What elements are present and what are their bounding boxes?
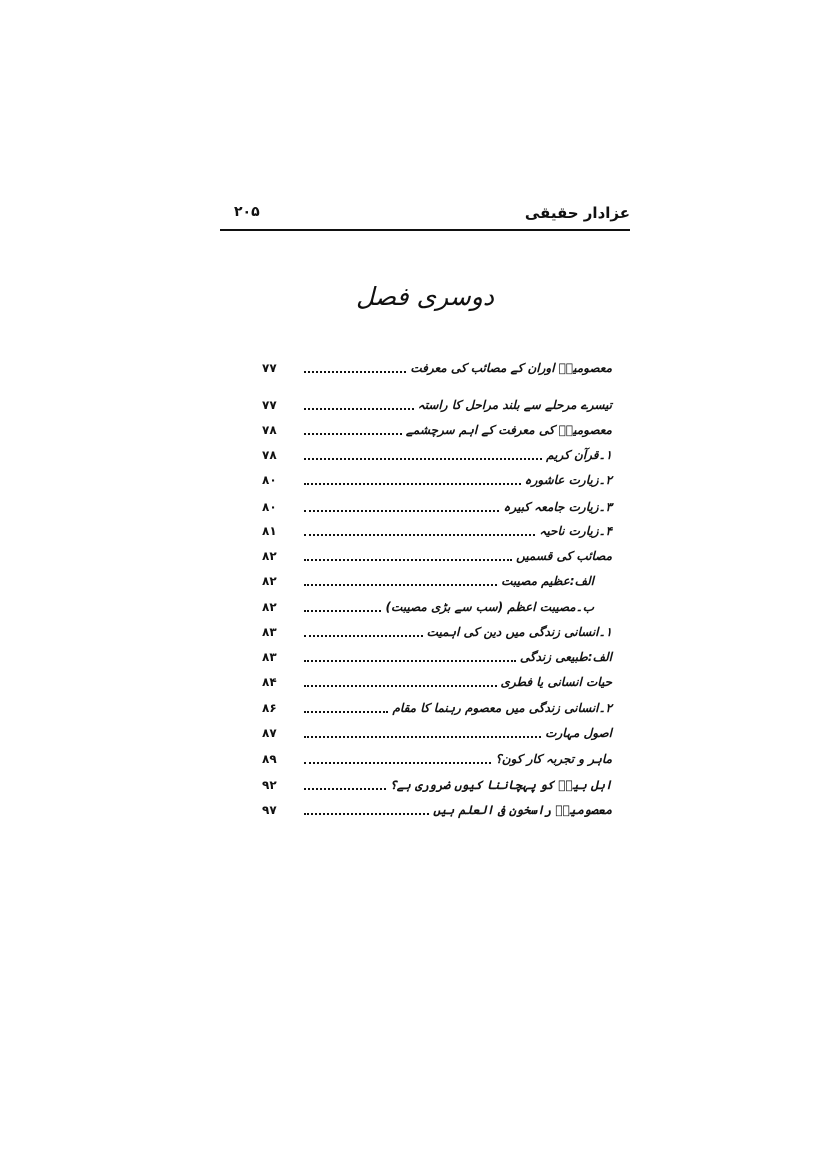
toc-entry [262,747,612,771]
toc-leader-dots [304,559,512,561]
toc-entry-page: ۸۹ [262,752,277,766]
toc-leader-dots [304,584,497,586]
toc-entry [262,519,612,543]
toc-entry-page: ۸۲ [262,600,277,614]
toc-entry [262,773,612,797]
book-title: عزادار حقیقی [524,204,630,222]
toc-leader-dots [304,458,542,460]
toc-entry-page: ۸۶ [262,701,277,715]
toc-entry-page: ۷۸ [262,448,277,462]
toc-leader-dots [304,371,406,373]
toc-entry [262,595,612,619]
toc-leader-dots [304,610,381,612]
toc-entry-page: ۸۲ [262,549,277,563]
running-header [220,200,630,228]
toc-leader-dots [304,685,497,687]
toc-entry [262,418,612,442]
toc-entry [262,696,612,720]
toc-entry-title: ۴۔زیارت ناحیہ [539,524,612,538]
toc-entry-page: ۹۷ [262,803,277,817]
toc-entry-page: ۸۰ [262,500,277,514]
toc-entry-title: ۱۔انسانی زندگی میں دین کی اہمیت [426,625,612,639]
toc-entry-title: تیسرے مرحلے سے بلند مراحل کا راستہ [417,398,612,412]
toc-entry [262,443,612,467]
toc-entry-page: ۷۸ [262,423,277,437]
toc-entry-title: حیات انسانی یا فطری [500,675,612,689]
toc-entry-page: ۸۷ [262,726,277,740]
toc-leader-dots [304,635,423,637]
toc-entry [262,721,612,745]
toc-leader-dots [304,711,388,713]
toc-entry-page: ۷۷ [262,361,277,375]
toc-entry-title: ۲۔زیارت عاشورہ [524,473,612,487]
toc-entry [262,670,612,694]
toc-entry-title: معصومینؑ راسخون فی العلم ہیں [433,803,612,817]
toc-leader-dots [304,510,499,512]
toc-entry-title: الف:طبیعی زندگی [519,650,612,664]
toc-leader-dots [304,813,429,815]
toc-entry [262,798,612,822]
toc-leader-dots [304,762,491,764]
toc-entry-title: اہل بیتؑ کو پہچاننا کیوں ضروری ہے؟ [389,778,612,792]
toc-entry-title: ب۔مصیبت اعظم (سب سے بڑی مصیبت) [385,600,594,614]
toc-entry-page: ۸۰ [262,473,277,487]
header-rule [220,229,630,231]
toc-leader-dots [304,534,535,536]
toc-entry-title: الف:عظیم مصیبت [501,574,594,588]
toc-entry-title: ۱۔قرآن کریم [546,448,612,462]
toc-leader-dots [304,788,386,790]
toc-entry [262,356,612,380]
toc-entry-title: معصومینؑ کی معرفت کے اہم سرچشمے [405,423,612,437]
toc-entry-page: ۸۳ [262,650,277,664]
toc-entry-page: ۸۴ [262,675,277,689]
toc-entry-title: ۳۔زیارت جامعہ کبیرہ [503,500,612,514]
toc-leader-dots [304,483,521,485]
toc-entry-title: ماہر و تجربہ کار کون؟ [495,752,612,766]
toc-entry [262,495,612,519]
toc-leader-dots [304,433,402,435]
toc-entry-page: ۸۳ [262,625,277,639]
toc-entry [262,569,612,593]
toc-leader-dots [304,736,541,738]
toc-entry [262,468,612,492]
toc-entry-title: مصائب کی قسمیں [516,549,612,563]
page-number: ۲۰۵ [234,204,260,220]
toc-entry-title: ۲۔انسانی زندگی میں معصوم رہنما کا مقام [392,701,612,715]
toc-entry-page: ۹۲ [262,778,277,792]
toc-entry [262,393,612,417]
toc-entry-title: معصومینؑ اوران کے مصائب کی معرفت [410,361,612,375]
toc-entry-page: ۸۲ [262,574,277,588]
toc-entry [262,620,612,644]
toc-entry-page: ۸۱ [262,524,277,538]
toc-entry-title: اصول مہارت [545,726,612,740]
toc-leader-dots [304,660,516,662]
toc-entry [262,544,612,568]
toc-leader-dots [304,408,414,410]
toc-entry [262,645,612,669]
toc-entry-page: ۷۷ [262,398,277,412]
chapter-title: دوسری فصل [355,282,495,311]
